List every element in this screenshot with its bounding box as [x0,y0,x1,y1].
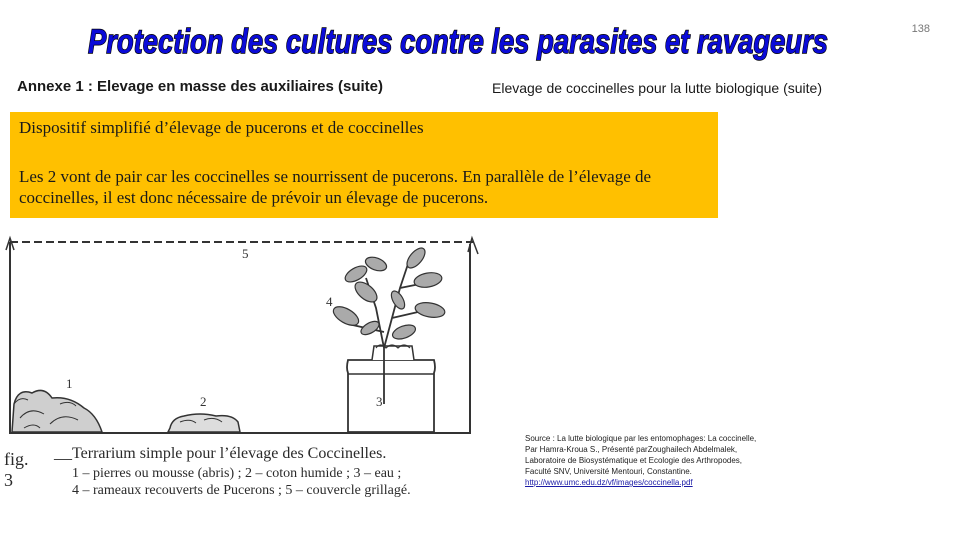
label-3: 3 [376,394,383,409]
caption-dash: — [54,448,72,468]
annexe-heading: Annexe 1 : Elevage en masse des auxiliaires (suite) [17,78,384,95]
label-5: 5 [242,246,249,261]
caption-line-3: 4 – rameaux recouverts de Pucerons ; 5 – couvercle grillagé. [72,483,411,498]
info-box [10,112,718,218]
wet-cotton [168,414,240,432]
label-4: 4 [326,294,333,309]
caption-fig-number: fig. 3 [4,449,29,490]
caption-line-1: Terrarium simple pour l’élevage des Coccinelles. [72,445,387,462]
source-link[interactable]: http://www.umc.edu.dz/vf/images/coccinella.pdf [525,478,693,487]
section-subtitle: Elevage de coccinelles pour la lutte biologique (suite) [492,80,822,96]
source-line-4: Faculté SNV, Université Mentouri, Constantine. [525,467,692,476]
page-title [86,14,831,64]
source-line-1: Source : La lutte biologique par les entomophages: La coccinelle, [525,434,757,443]
stones-moss [12,390,102,432]
source-line-3: Laboratoire de Biosystématique et Ecologie des Arthropodes, [525,456,743,465]
water-jar [347,360,435,432]
source-citation [525,433,825,488]
slide-number: 138 [911,23,930,35]
info-box-text: Les 2 vont de pair car les coccinelles se nourrissent de pucerons. En parallèle de l’élevage de coccinelles, il est donc nécessaire de prévoir un élevage de pucerons. [19,167,652,207]
source-line-2: Par Hamra-Kroua S., Présenté parZoughailech Abdelmalek, [525,445,738,454]
info-box-heading: Dispositif simplifié d’élevage de pucerons et de coccinelles [19,118,424,137]
caption-line-2: 1 – pierres ou mousse (abris) ; 2 – coton humide ; 3 – eau ; [72,466,402,481]
label-2: 2 [200,394,207,409]
label-1: 1 [66,376,73,391]
page-title-text: Protection des cultures contre les parasites et ravageurs [88,23,828,61]
